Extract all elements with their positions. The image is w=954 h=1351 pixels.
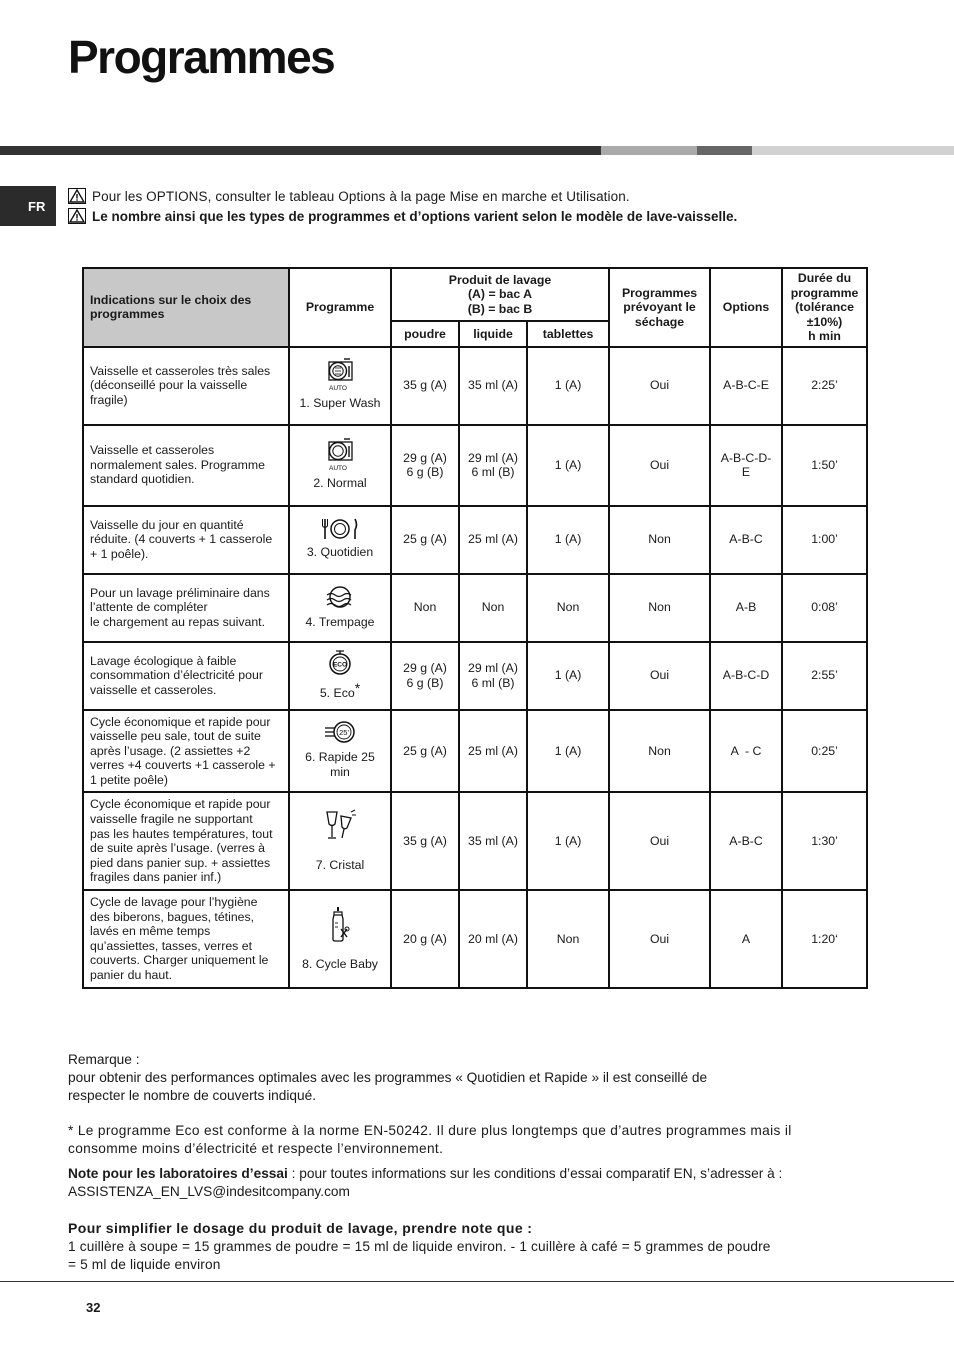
eco-footnote xyxy=(68,1122,868,1157)
desc-line: Lavage écologique à faible xyxy=(90,653,237,668)
soak-water-icon xyxy=(324,583,356,611)
table-row xyxy=(83,574,867,642)
dosage-line: = 5 ml de liquide environ xyxy=(68,1256,221,1272)
language-tab xyxy=(0,186,56,226)
icon-label: AUTO xyxy=(329,464,347,472)
options-cell xyxy=(710,425,782,506)
desc-line: après l’usage. (2 assiettes +2 xyxy=(90,743,251,758)
warning-icon xyxy=(68,188,86,204)
drying-cell: Oui xyxy=(609,347,710,425)
liquid-value: 20 ml (A) xyxy=(468,931,518,946)
desc-line: réduite. (4 couverts + 1 casserole xyxy=(90,532,273,547)
options-value: A-B-C xyxy=(729,834,763,848)
liquid-cell xyxy=(459,506,527,574)
header-product-line: (B) = bac B xyxy=(467,301,533,316)
normal-auto-icon xyxy=(322,438,358,472)
powder-value: Non xyxy=(413,600,437,615)
header-choice: Indications sur le choix des programmes xyxy=(83,268,289,347)
header-duration-line: h min xyxy=(808,329,841,343)
crystal-glasses-icon xyxy=(323,808,357,842)
desc-line: panier du haut. xyxy=(90,968,173,982)
remarks-body xyxy=(68,1069,868,1104)
programme-name: 2. Normal xyxy=(313,475,367,490)
desc-line: de suite après l’usage. (verres à xyxy=(90,841,265,856)
lab-note-text: : pour toutes informations sur les conditions d’essai comparatif EN, s’adresser à : xyxy=(287,1166,783,1181)
liquid-value: 29 ml (A) xyxy=(468,450,518,465)
tablets-cell: Non xyxy=(527,890,609,988)
row-description xyxy=(83,792,289,890)
header-drying-line: séchage xyxy=(634,314,685,329)
liquid-cell xyxy=(459,574,527,642)
language-tab-label: FR xyxy=(28,198,46,214)
desc-line: verres +4 couverts +1 casserole + xyxy=(90,758,276,773)
lab-email: ASSISTENZA_EN_LVS@indesitcompany.com xyxy=(68,1183,350,1199)
header-powder: poudre xyxy=(391,321,459,347)
powder-cell xyxy=(391,642,459,710)
eco-footnote-line: * Le programme Eco est conforme à la norme EN-50242. Il dure plus longtemps que d’autres programmes mais il xyxy=(68,1123,792,1138)
options-cell xyxy=(710,347,782,425)
desc-line: 1 petite poêle) xyxy=(90,772,168,787)
desc-line: normalement sales. Programme xyxy=(90,457,265,472)
notice-options-text: Pour les OPTIONS, consulter le tableau Options à la page Mise en marche et Utilisation. xyxy=(92,188,630,204)
powder-cell xyxy=(391,347,459,425)
header-duration-line: programme xyxy=(790,285,859,300)
remarks-line: pour obtenir des performances optimales avec les programmes « Quotidien et Rapide » il est conseillé de xyxy=(68,1070,708,1085)
drying-cell: Oui xyxy=(609,890,710,988)
desc-line: des biberons, bagues, tétines, xyxy=(90,909,255,924)
desc-line: qu’assiettes, tasses, verres et xyxy=(90,938,252,953)
powder-cell xyxy=(391,792,459,890)
powder-value: 20 g (A) xyxy=(403,931,447,946)
duration-cell: 1:50’ xyxy=(782,425,867,506)
header-programme: Programme xyxy=(289,268,391,347)
desc-line: standard quotidien. xyxy=(90,472,195,487)
programme-name-text: 5. Eco xyxy=(319,685,355,700)
desc-line: pas les hautes températures, tout xyxy=(90,826,273,841)
programmes-table xyxy=(82,267,868,989)
programme-cell xyxy=(289,710,391,793)
desc-line: lavés en même temps xyxy=(90,924,211,939)
powder-value: 29 g (A) xyxy=(403,450,447,465)
eco-icon xyxy=(326,649,354,677)
options-cell xyxy=(710,506,782,574)
duration-cell: 1:30’ xyxy=(782,792,867,890)
tablets-cell: 1 (A) xyxy=(527,710,609,793)
powder-cell xyxy=(391,574,459,642)
options-value: A-B-C-D- xyxy=(720,450,772,465)
lab-note-line xyxy=(68,1165,868,1183)
programme-cell xyxy=(289,890,391,988)
duration-cell: 0:25’ xyxy=(782,710,867,793)
notice-options xyxy=(68,188,630,204)
lab-note xyxy=(68,1165,868,1200)
header-rule-dark xyxy=(0,146,601,155)
duration-cell: 2:55’ xyxy=(782,642,867,710)
programme-name: 6. Rapide 25 xyxy=(305,750,375,765)
table-row xyxy=(83,642,867,710)
desc-line: Cycle de lavage pour l’hygiène xyxy=(90,895,258,910)
header-duration-line: Durée du xyxy=(797,271,852,285)
tablets-cell: 1 (A) xyxy=(527,506,609,574)
desc-line: Pour un lavage préliminaire dans xyxy=(90,585,270,600)
options-cell xyxy=(710,574,782,642)
tablets-cell: 1 (A) xyxy=(527,347,609,425)
options-cell xyxy=(710,710,782,793)
programme-name: 1. Super Wash xyxy=(299,396,381,411)
desc-line: Vaisselle du jour en quantité xyxy=(90,517,244,532)
drying-cell: Non xyxy=(609,710,710,793)
options-value: A-B-C-E xyxy=(723,378,769,393)
remarks-line: respecter le nombre de couverts indiqué. xyxy=(68,1087,317,1103)
notice-models xyxy=(68,208,737,224)
drying-cell: Oui xyxy=(609,425,710,506)
liquid-value: 35 ml (A) xyxy=(468,834,518,848)
super-wash-auto-icon xyxy=(322,358,358,392)
header-drying-line: prévoyant le xyxy=(623,300,696,314)
table-row xyxy=(83,710,867,793)
programme-cell xyxy=(289,574,391,642)
drying-cell: Oui xyxy=(609,642,710,710)
header-options: Options xyxy=(710,268,782,347)
desc-line: couverts. Charger uniquement le xyxy=(90,953,269,968)
duration-cell: 0:08’ xyxy=(782,574,867,642)
desc-line: l’attente de compléter xyxy=(90,600,208,615)
options-value: A-B xyxy=(735,600,757,615)
powder-cell xyxy=(391,710,459,793)
liquid-cell xyxy=(459,710,527,793)
remarks-heading: Remarque : xyxy=(68,1052,140,1067)
dosage-text xyxy=(68,1238,868,1273)
tablets-cell: 1 (A) xyxy=(527,792,609,890)
table-row xyxy=(83,347,867,425)
options-value: A-B-C-D xyxy=(722,668,770,683)
desc-line: (déconseillé pour la vaisselle xyxy=(90,378,248,393)
desc-line: Cycle économique et rapide pour xyxy=(90,714,271,729)
liquid-value: 6 ml (B) xyxy=(471,465,515,479)
eco-footnote-line: consomme moins d’électricité et respecte l’environnement. xyxy=(68,1140,444,1156)
icon-label: ECO xyxy=(332,661,348,669)
liquid-cell xyxy=(459,890,527,988)
options-cell xyxy=(710,890,782,988)
header-tablets: tablettes xyxy=(527,321,609,347)
options-value: A xyxy=(741,931,751,946)
desc-line: vaisselle fragile ne supportant xyxy=(90,812,253,827)
options-cell xyxy=(710,792,782,890)
row-description xyxy=(83,710,289,793)
liquid-cell xyxy=(459,642,527,710)
powder-value: 29 g (A) xyxy=(403,661,447,675)
programme-name: 3. Quotidien xyxy=(306,545,374,560)
header-product-line: (A) = bac A xyxy=(467,287,533,302)
header-duration-line: ±10%) xyxy=(806,314,843,329)
tablets-cell: 1 (A) xyxy=(527,642,609,710)
duration-cell: 2:25’ xyxy=(782,347,867,425)
desc-line: Cycle économique et rapide pour xyxy=(90,797,271,812)
row-description xyxy=(83,574,289,642)
programme-cell xyxy=(289,642,391,710)
notice-models-text: Le nombre ainsi que les types de programmes et d’options varient selon le modèle de lave-vaisselle. xyxy=(92,208,738,224)
row-description xyxy=(83,642,289,710)
tablets-cell: Non xyxy=(527,574,609,642)
page-number: 32 xyxy=(86,1300,101,1315)
options-value: A - C xyxy=(730,743,762,758)
footnote-mark: * xyxy=(354,679,361,696)
options-value: A-B-C xyxy=(729,532,763,547)
table-row xyxy=(83,792,867,890)
liquid-cell xyxy=(459,347,527,425)
lab-note-label: Note pour les laboratoires d’essai xyxy=(68,1166,288,1181)
liquid-value: Non xyxy=(481,600,505,615)
powder-value: 6 g (B) xyxy=(406,675,444,690)
tablets-cell: 1 (A) xyxy=(527,425,609,506)
row-description xyxy=(83,890,289,988)
daily-cutlery-plate-icon xyxy=(320,517,360,541)
programme-cell xyxy=(289,792,391,890)
desc-line: vaisselle peu sale, tout de suite xyxy=(90,729,261,744)
powder-value: 35 g (A) xyxy=(403,834,447,848)
powder-value: 25 g (A) xyxy=(403,743,447,758)
powder-cell xyxy=(391,425,459,506)
table-row xyxy=(83,890,867,988)
header-duration xyxy=(782,268,867,347)
drying-cell: Oui xyxy=(609,792,710,890)
powder-cell xyxy=(391,890,459,988)
header-drying-line: Programmes xyxy=(621,285,698,300)
page-title: Programmes xyxy=(68,31,335,83)
drying-cell: Non xyxy=(609,574,710,642)
footer-rule xyxy=(0,1281,954,1282)
desc-line: vaisselle et casseroles. xyxy=(90,682,217,697)
powder-value: 25 g (A) xyxy=(403,532,447,547)
header-drying xyxy=(609,268,710,347)
options-value: E xyxy=(741,465,751,479)
liquid-value: 25 ml (A) xyxy=(468,532,518,547)
programme-name xyxy=(292,681,388,701)
desc-line: + 1 poêle). xyxy=(90,546,149,561)
row-description xyxy=(83,425,289,506)
duration-cell: 1:00’ xyxy=(782,506,867,574)
header-product xyxy=(391,268,609,321)
powder-value: 35 g (A) xyxy=(403,378,447,393)
desc-line: fragile) xyxy=(90,392,128,407)
desc-line: Vaisselle et casseroles très sales xyxy=(90,363,271,378)
table-row xyxy=(83,425,867,506)
desc-line: le chargement au repas suivant. xyxy=(90,614,265,629)
desc-line: Vaisselle et casseroles xyxy=(90,443,215,458)
baby-bottle-icon xyxy=(327,905,353,943)
dosage-line: 1 cuillère à soupe = 15 grammes de poudre = 15 ml de liquide environ. - 1 cuillère à café = 5 grammes de poudre xyxy=(68,1239,771,1254)
row-description xyxy=(83,506,289,574)
dosage-heading: Pour simplifier le dosage du produit de lavage, prendre note que : xyxy=(68,1220,533,1236)
options-cell xyxy=(710,642,782,710)
programme-name: 8. Cycle Baby xyxy=(302,956,378,971)
header-liquid: liquide xyxy=(459,321,527,347)
header-duration-line: (tolérance xyxy=(795,300,854,314)
header-rule-light xyxy=(752,146,954,155)
liquid-value: 6 ml (B) xyxy=(471,675,515,690)
warning-icon xyxy=(68,208,86,224)
drying-cell: Non xyxy=(609,506,710,574)
rapid-25-icon xyxy=(323,720,357,746)
desc-line: fragiles dans panier inf.) xyxy=(90,870,222,885)
liquid-value: 35 ml (A) xyxy=(468,378,518,393)
powder-value: 6 g (B) xyxy=(406,465,444,479)
liquid-value: 25 ml (A) xyxy=(468,743,518,758)
programme-cell xyxy=(289,506,391,574)
duration-cell: 1:20‘ xyxy=(782,890,867,988)
desc-line: pied dans panier sup. + assiettes xyxy=(90,855,271,870)
powder-cell xyxy=(391,506,459,574)
row-description xyxy=(83,347,289,425)
programme-name: 7. Cristal xyxy=(315,858,365,872)
liquid-cell xyxy=(459,425,527,506)
header-rule-mid xyxy=(697,146,752,155)
header-product-line: Produit de lavage xyxy=(448,272,552,287)
icon-label: AUTO xyxy=(329,385,347,393)
liquid-value: 29 ml (A) xyxy=(468,661,518,675)
icon-label: 25' xyxy=(339,728,349,738)
programme-name: 4. Trempage xyxy=(305,615,375,630)
liquid-cell xyxy=(459,792,527,890)
programme-name: min xyxy=(330,764,350,779)
programme-cell xyxy=(289,347,391,425)
header-rule-grey xyxy=(601,146,697,155)
table-row xyxy=(83,506,867,574)
programme-cell xyxy=(289,425,391,506)
desc-line: consommation d’électricité pour xyxy=(90,668,263,683)
